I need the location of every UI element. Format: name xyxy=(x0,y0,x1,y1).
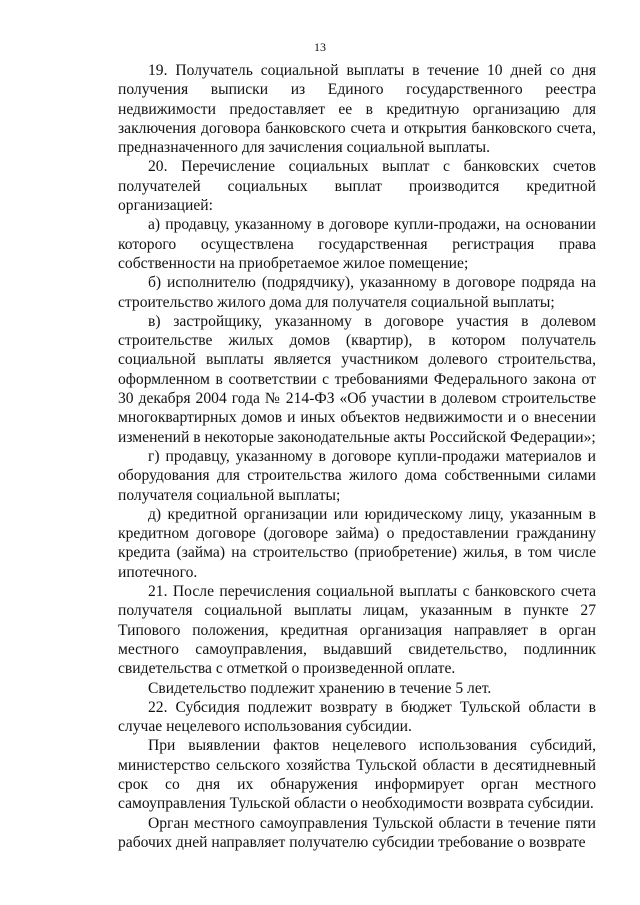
paragraph-20-v: в) застройщику, указанному в договоре участия в долевом строительстве жилых домов (квартир), в котором получатель социальной выплаты является участником долевого строительства, оформленном в соответствии с требованиями Федерального закона от 30 декабря 2004 года № 214-ФЗ «Об участии в долевом строительстве многоквартирных домов и иных объектов недвижимости и о внесении изменений в некоторые законодательные акты Российской Федерации»; xyxy=(118,312,596,446)
paragraph-22: 22. Субсидия подлежит возврату в бюджет Тульской области в случае нецелевого использования субсидии. xyxy=(118,698,596,736)
paragraph-19: 19. Получатель социальной выплаты в течение 10 дней со дня получения выписки из Единого государственного реестра недвижимости предоставляет ее в кредитную организацию для заключения договора банковского счета и открытия банковского счета, предназначенного для зачисления социальной выплаты. xyxy=(118,62,596,157)
paragraph-21-storage: Свидетельство подлежит хранению в течение 5 лет. xyxy=(148,679,492,697)
paragraph-20-b: б) исполнителю (подрядчику), указанному в договоре подряда на строительство жилого дома для получателя социальной выплаты; xyxy=(118,274,596,311)
page-number: 13 xyxy=(314,40,326,54)
paragraph-20-g: г) продавцу, указанному в договоре купли-продажи материалов и оборудования для строительства жилого дома собственными силами получателя социальной выплаты; xyxy=(118,447,596,504)
paragraph-22-demand: Орган местного самоуправления Тульской области в течение пяти рабочих дней направляет получателю субсидии требование о возврате xyxy=(118,814,596,851)
paragraph-20-d: д) кредитной организации или юридическому лицу, указанным в кредитном договоре (договоре займа) о предоставлении гражданину кредита (займа) на строительство (приобретение) жилья, в том числе ипотечного. xyxy=(118,505,596,581)
paragraph-20-a: а) продавцу, указанному в договоре купли-продажи, на основании которого осуществлена государственная регистрация права собственности на приобретаемое жилое помещение; xyxy=(118,216,596,272)
paragraph-22-detection: При выявлении фактов нецелевого использования субсидий, министерство сельского хозяйства Тульской области в десятидневный срок со дня их обнаружения информирует орган местного самоуправления Тульской области о необходимости возврата субсидии. xyxy=(118,737,596,813)
paragraph-20: 20. Перечисление социальных выплат с банковских счетов получателей социальных выплат производится кредитной организацией: xyxy=(118,158,596,215)
document-body xyxy=(118,61,596,852)
paragraph-21: 21. После перечисления социальной выплаты с банковского счета получателя социальной выплаты лицам, указанным в пункте 27 Типового положения, кредитная организация направляет в орган местного самоуправления, выдавший свидетельство, подлинник свидетельства с отметкой о произведенной оплате. xyxy=(118,583,596,678)
